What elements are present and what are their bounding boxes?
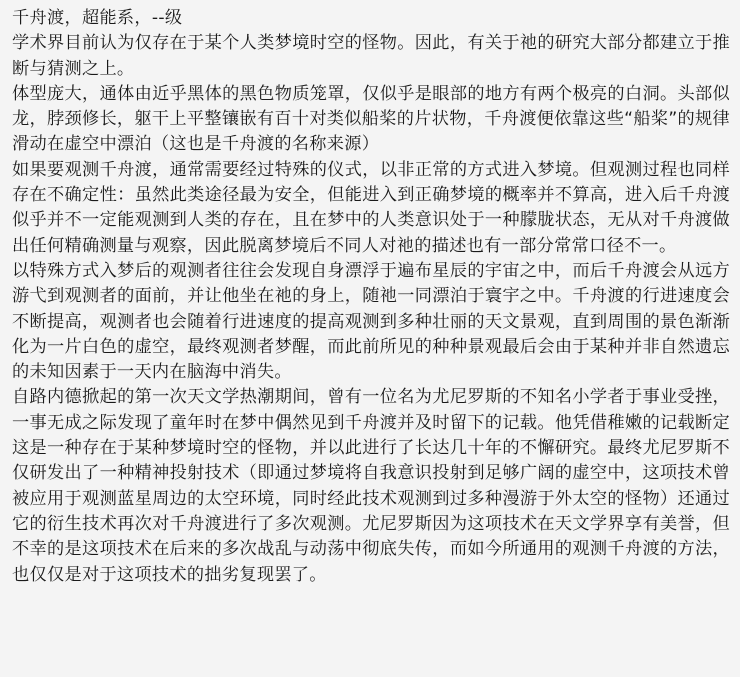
paragraph-dream-experience: 以特殊方式入梦后的观测者往往会发现自身漂浮于遍布星辰的宇宙之中，而后千舟渡会从远方游弋到观测者的面前，并让他坐在祂的身上，随祂一同漂泊于寰宇之中。千舟渡的行进速度会不断提高，观测者也会随着行进速度的提高观测到多种壮丽的天文景观，直到周围的景色渐渐化为一片白色的虚空，最终观测者梦醒，而此前所见的种种景观最后会由于某种并非自然遗忘的未知因素于一天内在脑海中消失。 (12, 260, 730, 383)
paragraph-appearance: 体型庞大，通体由近乎黑体的黑色物质笼罩，仅似乎是眼部的地方有两个极亮的白洞。头部似龙，脖颈修长，躯干上平整镶嵌有百十对类似船桨的片状物，千舟渡便依靠这些“船桨”的规律滑动在虚空中漂泊（这也是千舟渡的名称来源） (12, 83, 730, 155)
paragraph-research-history: 自路内德掀起的第一次天文学热潮期间，曾有一位名为尤尼罗斯的不知名小学者于事业受挫，一事无成之际发现了童年时在梦中偶然见到千舟渡并及时留下的记载。他凭借稚嫩的记载断定这是一种存在于某种梦境时空的怪物，并以此进行了长达几十年的不懈研究。最终尤尼罗斯不仅研发出了一种精神投射技术（即通过梦境将自我意识投射到足够广阔的虚空中，这项技术曾被应用于观测蓝星周边的太空环境，同时经此技术观测到过多种漫游于外太空的怪物）还通过它的衍生技术再次对千舟渡进行了多次观测。尤尼罗斯因为这项技术在天文学界享有美誉，但不幸的是这项技术在后来的多次战乱与动荡中彻底失传，而如今所通用的观测千舟渡的方法，也仅仅是对于这项技术的拙劣复现罢了。 (12, 387, 730, 585)
paragraph-observation-method: 如果要观测千舟渡，通常需要经过特殊的仪式，以非正常的方式进入梦境。但观测过程也同样存在不确定性：虽然此类途径最为安全，但能进入到正确梦境的概率并不算高，进入后千舟渡似乎并不一定能观测到人类的存在，且在梦中的人类意识处于一种朦胧状态，无从对千舟渡做出任何精确测量与观察，因此脱离梦境后不同人对祂的描述也有一部分常常口径不一。 (12, 159, 730, 256)
paragraph-overview: 学术界目前认为仅存在于某个人类梦境时空的怪物。因此，有关于祂的研究大部分都建立于推断与猜测之上。 (12, 33, 730, 79)
entry-title: 千舟渡，超能系，--级 (12, 8, 183, 28)
